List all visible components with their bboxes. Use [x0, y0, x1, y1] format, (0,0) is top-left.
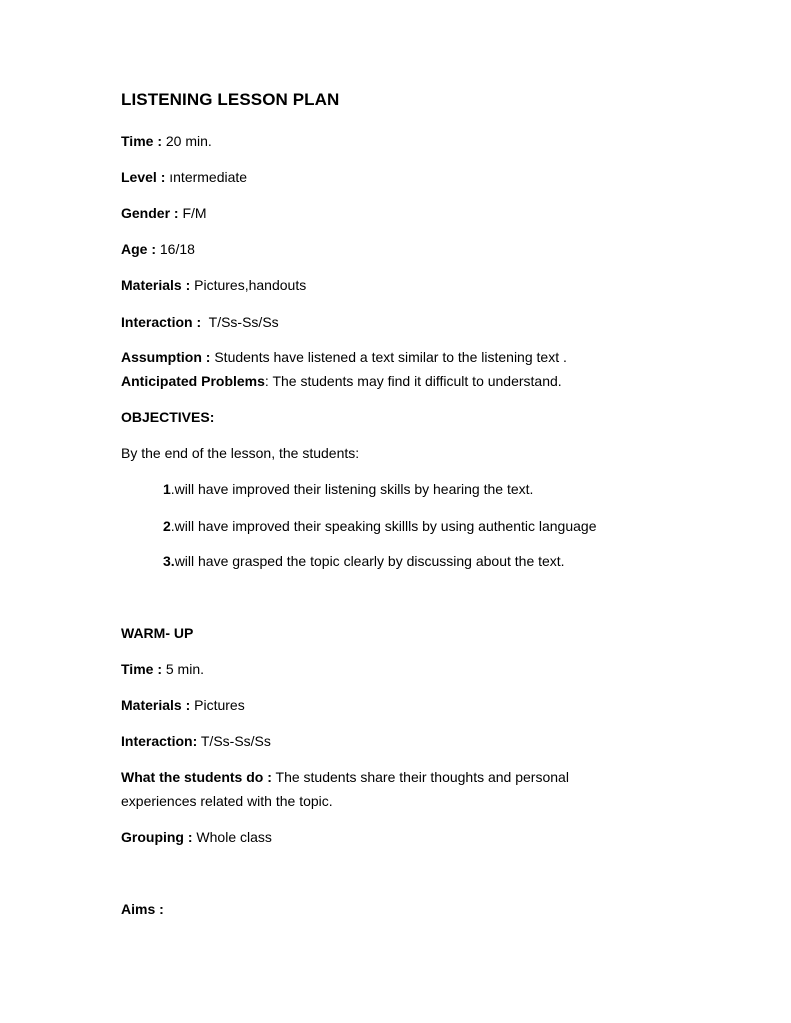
- materials-value: Pictures,handouts: [190, 277, 307, 293]
- grouping-line: [121, 828, 272, 846]
- warm-up-time-line: [121, 660, 204, 678]
- assumption-label: Assumption :: [121, 349, 211, 365]
- level-line: [121, 168, 247, 186]
- materials-line: [121, 276, 306, 294]
- interaction-value: T/Ss-Ss/Ss: [201, 314, 279, 330]
- level-label: Level :: [121, 169, 166, 185]
- warm-up-time-label: Time :: [121, 661, 162, 677]
- anticipated-problems-line: [121, 372, 562, 390]
- what-students-do-line: [121, 768, 569, 786]
- objective-item: [163, 480, 533, 498]
- warm-up-time-value: 5 min.: [161, 661, 204, 677]
- age-label: Age :: [121, 241, 156, 257]
- assumption-line: [121, 348, 567, 366]
- warm-up-interaction-label: Interaction:: [121, 733, 198, 749]
- grouping-value: Whole class: [192, 829, 272, 845]
- grouping-label: Grouping :: [121, 829, 193, 845]
- what-students-do-label: What the students do :: [121, 769, 272, 785]
- gender-value: F/M: [178, 205, 207, 221]
- objective-text: .will have improved their speaking skillls by using authentic language: [170, 518, 597, 534]
- warm-up-materials-value: Pictures: [190, 697, 245, 713]
- objective-number: 1: [163, 481, 171, 497]
- warm-up-materials-label: Materials :: [121, 697, 191, 713]
- materials-label: Materials :: [121, 277, 191, 293]
- age-value: 16/18: [156, 241, 195, 257]
- what-students-do-continuation: experiences related with the topic.: [121, 793, 333, 809]
- warm-up-heading: WARM- UP: [121, 625, 194, 641]
- document-title: LISTENING LESSON PLAN: [121, 90, 340, 109]
- anticipated-problems-label: Anticipated Problems: [121, 373, 265, 389]
- objectives-intro: By the end of the lesson, the students:: [121, 445, 360, 461]
- interaction-line: [121, 313, 279, 331]
- age-line: [121, 240, 195, 258]
- gender-label: Gender :: [121, 205, 179, 221]
- objective-item: [163, 552, 565, 570]
- time-line: [121, 132, 212, 150]
- level-value: ıntermediate: [165, 169, 248, 185]
- objective-number: 2: [163, 518, 171, 534]
- what-students-do-value: The students share their thoughts and personal: [271, 769, 569, 785]
- objective-number: 3.: [163, 553, 175, 569]
- objective-text: will have grasped the topic clearly by discussing about the text.: [174, 553, 565, 569]
- warm-up-interaction-value: T/Ss-Ss/Ss: [197, 733, 271, 749]
- objective-text: .will have improved their listening skills by hearing the text.: [170, 481, 534, 497]
- aims-label: Aims :: [121, 901, 164, 917]
- time-label: Time :: [121, 133, 162, 149]
- gender-line: [121, 204, 207, 222]
- warm-up-materials-line: [121, 696, 245, 714]
- objectives-heading: OBJECTIVES:: [121, 409, 215, 425]
- assumption-value: Students have listened a text similar to the listening text .: [210, 349, 567, 365]
- interaction-label: Interaction :: [121, 314, 202, 330]
- warm-up-interaction-line: [121, 732, 271, 750]
- anticipated-problems-value: : The students may find it difficult to understand.: [264, 373, 562, 389]
- time-value: 20 min.: [161, 133, 212, 149]
- objective-item: [163, 517, 596, 535]
